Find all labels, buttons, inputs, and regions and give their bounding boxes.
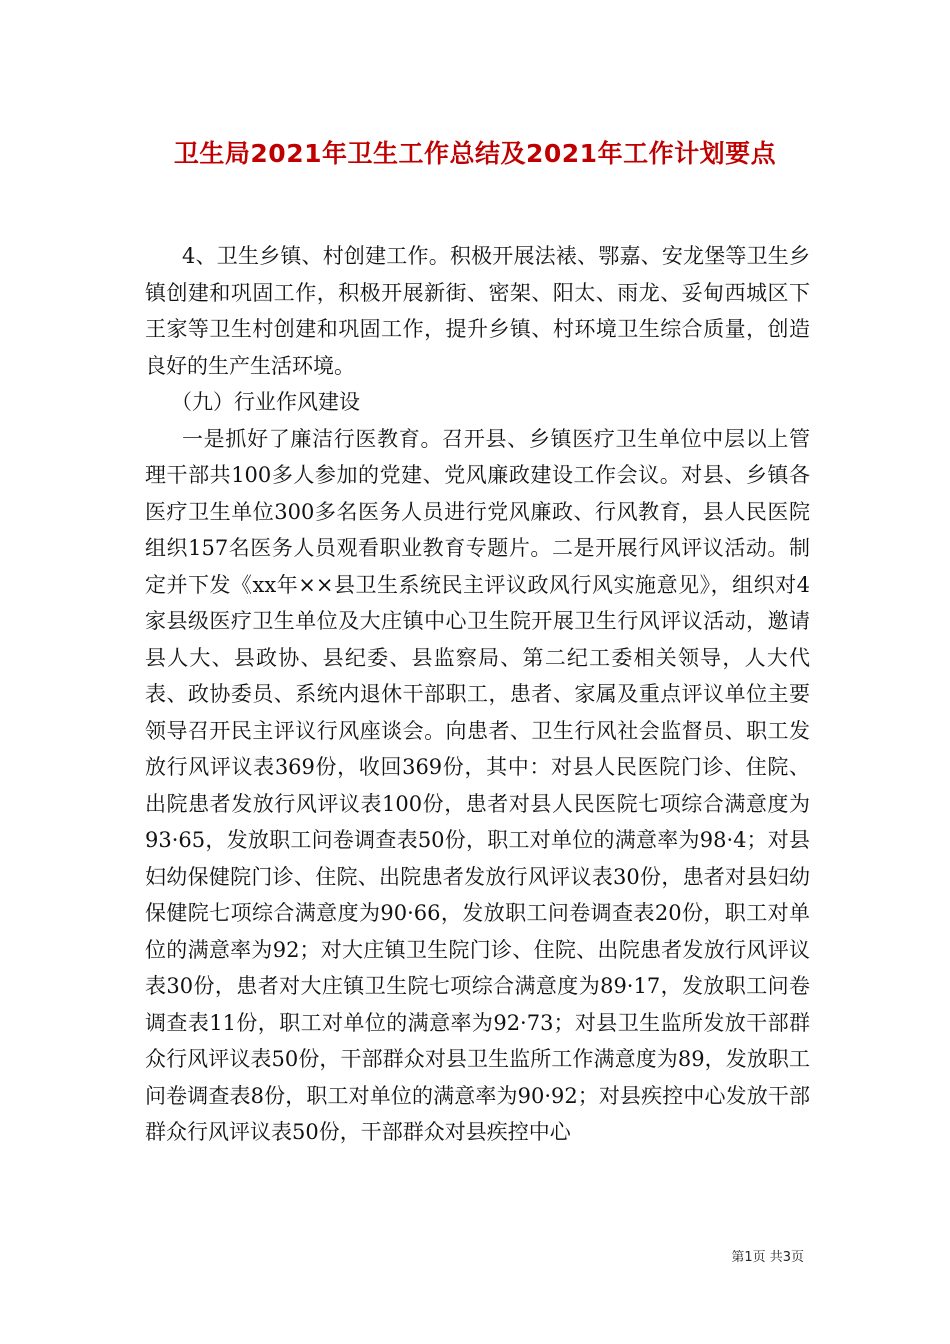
page-number-footer: 第1页 共3页 xyxy=(731,1250,804,1265)
section-heading-conduct: （九）行业作风建设 xyxy=(171,390,360,414)
document-body xyxy=(145,238,810,1151)
paragraph-conduct-details: 一是抓好了廉洁行医教育。召开县、乡镇医疗卫生单位中层以上管理干部共100多人参加的党建、党风廉政建设工作会议。对县、乡镇各医疗卫生单位300多名医务人员进行党风廉政、行风教育，县人民医院组织157名医务人员观看职业教育专题片。二是开展行风评议活动。制定并下发《xx年××县卫生系统民主评议政风行风实施意见》，组织对4家县级医疗卫生单位及大庄镇中心卫生院开展卫生行风评议活动，邀请县人大、县政协、县纪委、县监察局、第二纪工委相关领导，人大代表、政协委员、系统内退休干部职工，患者、家属及重点评议单位主要领导召开民主评议行风座谈会。向患者、卫生行风社会监督员、职工发放行风评议表369份，收回369份，其中：对县人民医院门诊、住院、出院患者发放行风评议表100份，患者对县人民医院七项综合满意度为93·65，发放职工问卷调查表50份，职工对单位的满意率为98·4；对县妇幼保健院门诊、住院、出院患者发放行风评议表30份，患者对县妇幼保健院七项综合满意度为90·66，发放职工问卷调查表20份，职工对单位的满意率为92；对大庄镇卫生院门诊、住院、出院患者发放行风评议表30份，患者对大庄镇卫生院七项综合满意度为89·17，发放职工问卷调查表11份，职工对单位的满意率为92·73；对县卫生监所发放干部群众行风评议表50份，干部群众对县卫生监所工作满意度为89，发放职工问卷调查表8份，职工对单位的满意率为90·92；对县疾控中心发放干部群众行风评议表50份，干部群众对县疾控中心 xyxy=(145,426,810,1144)
paragraph-village-town-creation: 4、卫生乡镇、村创建工作。积极开展法裱、鄂嘉、安龙堡等卫生乡镇创建和巩固工作，积极开展新街、密架、阳太、雨龙、妥甸西城区下王家等卫生村创建和巩固工作，提升乡镇、村环境卫生综合质量，创造良好的生产生活环境。 xyxy=(145,244,810,378)
document-title: 卫生局2021年卫生工作总结及2021年工作计划要点 xyxy=(173,139,777,168)
